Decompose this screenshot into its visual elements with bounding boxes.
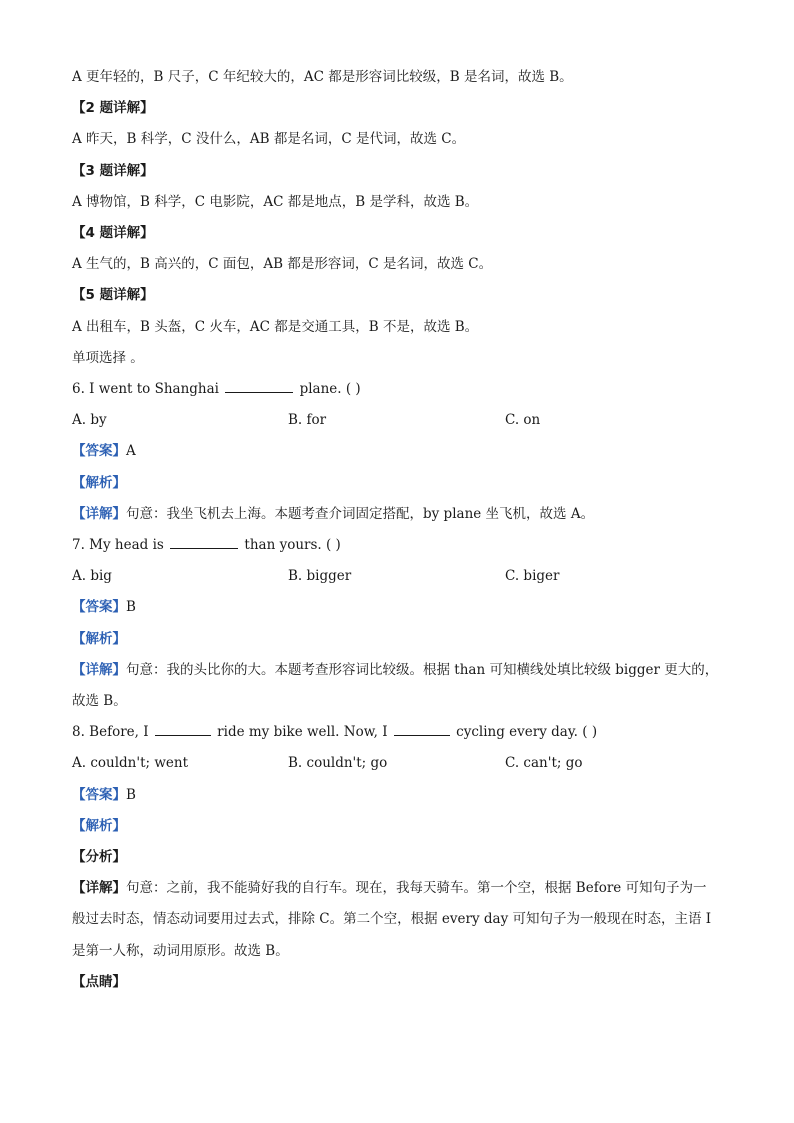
explanation-2-heading: 【2 题详解】 [72,100,154,117]
question-8-dianjing [72,967,722,998]
question-6-option-c: C. on [505,412,541,429]
question-7-detail-text-2: 故选 B。 [72,693,127,710]
explanation-2-tag [72,93,722,124]
question-7-options [72,561,722,592]
question-8-option-b: B. couldn't; go [288,755,388,772]
section-title [72,343,722,374]
explanation-3 [72,187,722,218]
question-7-stem-after: than yours. ( ) [244,537,341,554]
question-7-option-a: A. big [72,568,112,585]
question-7-detail-tag: 【详解】 [72,661,126,678]
explanation-4 [72,249,722,280]
question-6-answer [72,436,722,467]
question-8-stem-part-1: 8. Before, I [72,724,149,741]
question-8-option-a: A. couldn't; went [72,755,189,772]
question-8-detail-line-3 [72,936,722,967]
explanation-2 [72,124,722,155]
question-7-option-b: B. bigger [288,568,352,585]
question-7-blank [170,534,238,549]
question-8-option-c: C. can't; go [505,755,583,772]
explanation-1 [72,62,722,93]
question-8-detail-line-1 [72,873,722,904]
explanation-5-heading: 【5 题详解】 [72,287,154,304]
question-7-analysis-tag: 【解析】 [72,630,126,647]
question-8-answer-value: B [126,786,136,803]
question-6-answer-tag: 【答案】 [72,443,126,460]
question-8-analysis-tag: 【解析】 [72,817,126,834]
question-8-stem [72,717,722,748]
question-8-detail-text-2: 般过去时态，情态动词要用过去式，排除 C。第二个空，根据 every day 可知句子为一般现在时态，主语 I [72,911,712,928]
question-8-dianjing-tag: 【点睛】 [72,973,126,990]
question-6-stem-after: plane. ( ) [299,381,361,398]
question-7-detail-text-1: 句意：我的头比你的大。本题考查形容词比较级。根据 than 可知横线处填比较级 bigger 更大的， [126,661,719,678]
document-page [72,62,722,998]
explanation-3-heading: 【3 题详解】 [72,162,154,179]
question-8-analysis [72,811,722,842]
explanation-5-text: A 出租车，B 头盔，C 火车，AC 都是交通工具，B 不是，故选 B。 [72,318,479,335]
question-7-answer-tag: 【答案】 [72,599,126,616]
question-6-option-a: A. by [72,412,107,429]
question-7-analysis [72,624,722,655]
explanation-3-tag [72,156,722,187]
explanation-3-text: A 博物馆，B 科学，C 电影院，AC 都是地点，B 是学科，故选 B。 [72,193,479,210]
question-7-detail-line-2 [72,686,722,717]
question-7-stem-before: 7. My head is [72,537,164,554]
question-8-answer [72,780,722,811]
question-8-fenxi [72,842,722,873]
question-6-detail-text: 句意：我坐飞机去上海。本题考查介词固定搭配，by plane 坐飞机，故选 A。 [126,505,595,522]
explanation-4-tag [72,218,722,249]
explanation-4-text: A 生气的，B 高兴的，C 面包，AB 都是形容词，C 是名词，故选 C。 [72,256,493,273]
question-8-detail-tag: 【详解】 [72,880,126,897]
section-title-text: 单项选择 。 [72,349,144,366]
question-6-analysis [72,468,722,499]
question-8-answer-tag: 【答案】 [72,786,126,803]
question-8-blank-2 [394,721,450,736]
question-6-detail-tag: 【详解】 [72,505,126,522]
question-6-stem [72,374,722,405]
question-8-detail-text-3: 是第一人称，动词用原形。故选 B。 [72,942,289,959]
question-8-detail-line-2 [72,904,722,935]
question-8-stem-part-2: ride my bike well. Now, I [217,724,388,741]
question-8-stem-part-3: cycling every day. ( ) [456,724,598,741]
question-8-detail-text-1: 句意：之前，我不能骑好我的自行车。现在，我每天骑车。第一个空，根据 Before 可知句子为一 [126,880,707,897]
question-6-option-b: B. for [288,412,327,429]
question-6-options [72,405,722,436]
explanation-4-heading: 【4 题详解】 [72,225,154,242]
question-8-fenxi-tag: 【分析】 [72,849,126,866]
question-6-stem-before: 6. I went to Shanghai [72,381,219,398]
explanation-5-tag [72,280,722,311]
question-8-options [72,748,722,779]
question-7-answer-value: B [126,599,136,616]
explanation-2-text: A 昨天，B 科学，C 没什么，AB 都是名词，C 是代词，故选 C。 [72,131,466,148]
question-6-analysis-tag: 【解析】 [72,474,126,491]
question-6-detail [72,499,722,530]
question-7-option-c: C. biger [505,568,560,585]
question-6-blank [225,378,293,393]
question-7-detail-line-1 [72,655,722,686]
question-7-stem [72,530,722,561]
question-6-answer-value: A [126,443,136,460]
question-7-answer [72,592,722,623]
explanation-1-text: A 更年轻的，B 尺子，C 年纪较大的，AC 都是形容词比较级，B 是名词，故选 B。 [72,69,573,85]
explanation-5 [72,312,722,343]
question-8-blank-1 [155,721,211,736]
